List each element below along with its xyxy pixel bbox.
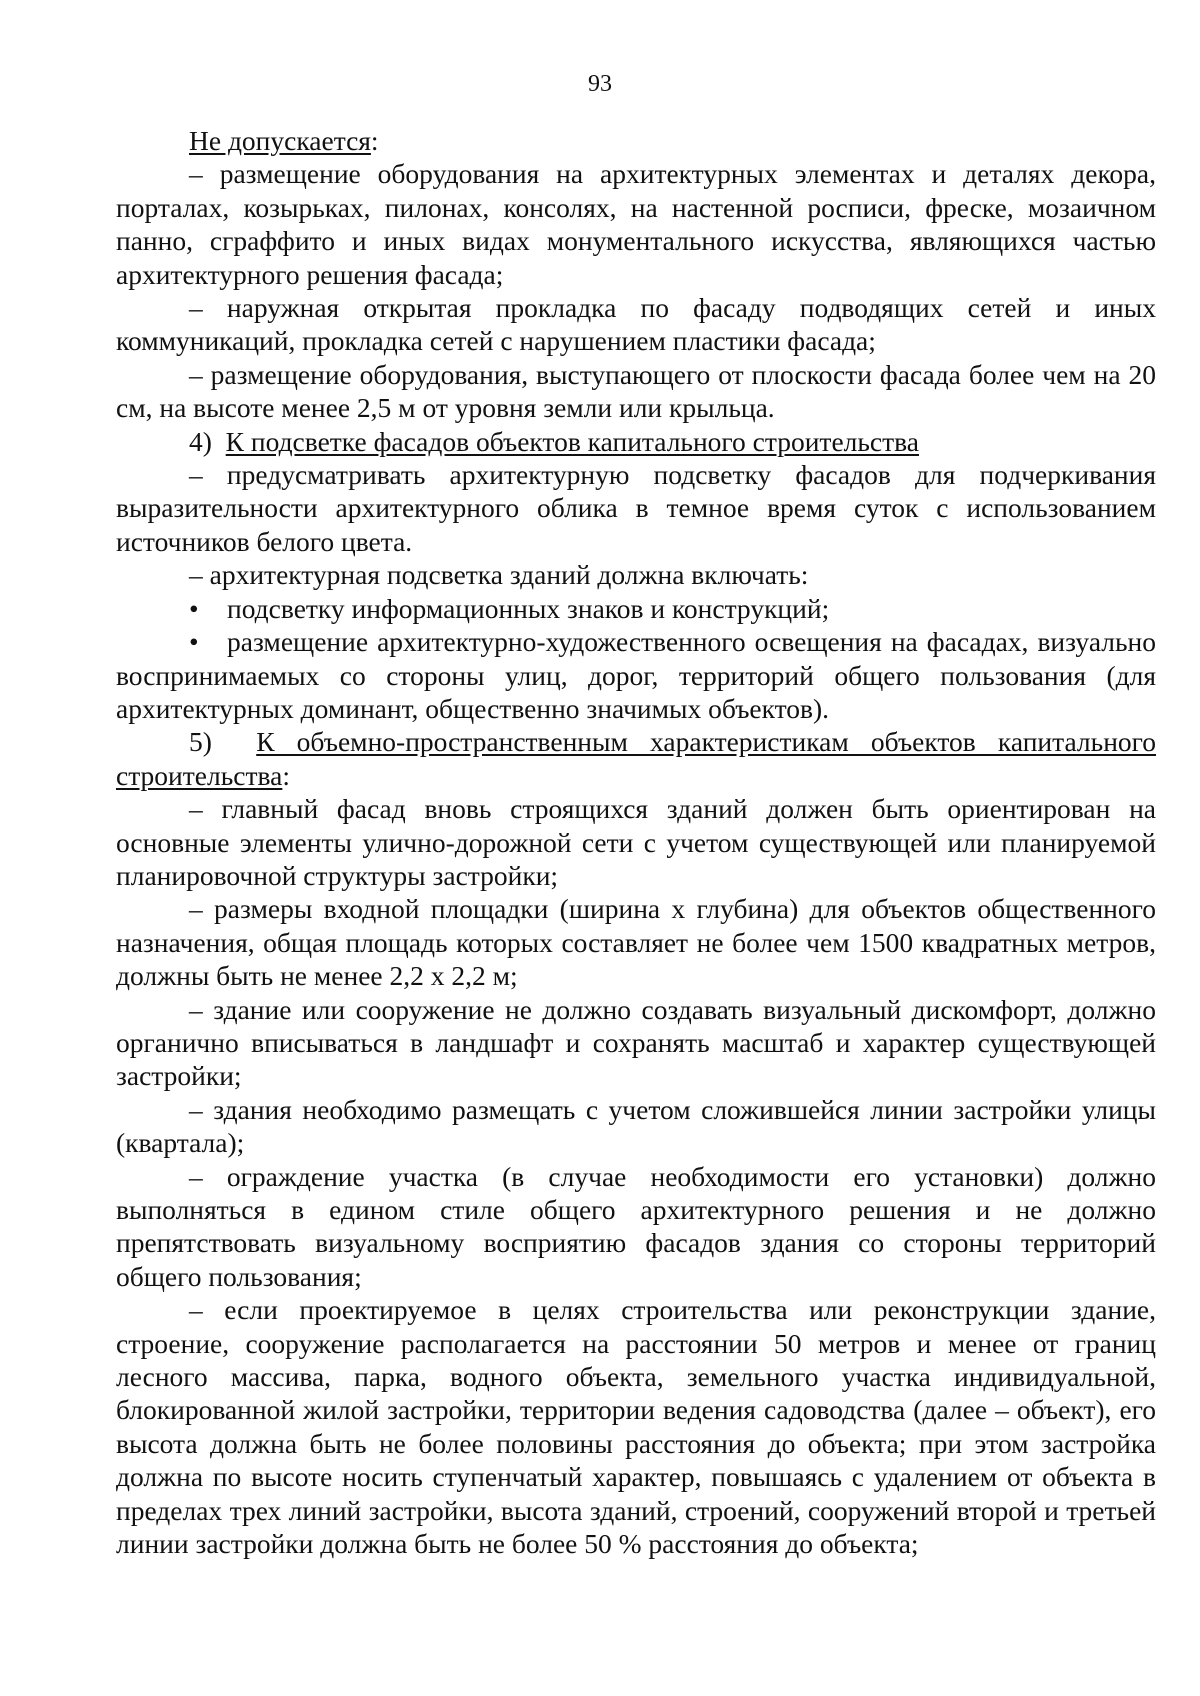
page-number: 93	[588, 71, 612, 97]
section-heading-5	[116, 725, 1156, 792]
bullet-text: подсветку информационных знаков и конструкций;	[227, 592, 830, 624]
paragraph: – размещение оборудования на архитектурных элементах и деталях декора, порталах, козырьках, пилонах, консолях, на настенной росписи, фреске, мозаичном панно, сграффито и иных видах монументального искусства, являющихся частью архитектурного решения фасада;	[116, 158, 1156, 290]
not-allowed-colon: :	[370, 125, 379, 156]
paragraph: – предусматривать архитектурную подсветку фасадов для подчеркивания выразительности архитектурного облика в темное время суток с использованием источников белого цвета.	[116, 459, 1156, 557]
paragraph: – ограждение участка (в случае необходимости его установки) должно выполняться в едином стиле общего архитектурного решения и не должно препятствовать визуальному восприятию фасадов здания со стороны территорий общего пользования;	[116, 1160, 1156, 1292]
section-heading-4	[116, 425, 1156, 458]
bullet-text: размещение архитектурно-художественного освещения на фасадах, визуально воспринимаемых со стороны улиц, дорог, территорий общего пользования (для архитектурных доминант, общественно значимых объектов).	[116, 626, 1156, 724]
not-allowed-label: Не допускается	[189, 125, 371, 156]
paragraph: – размещение оборудования, выступающего от плоскости фасада более чем на 20 см, на высоте менее 2,5 м от уровня земли или крыльца.	[116, 358, 1156, 424]
section-colon: :	[282, 759, 290, 791]
paragraph: – архитектурная подсветка зданий должна включать:	[189, 559, 809, 591]
paragraph: – если проектируемое в целях строительства или реконструкции здание, строение, сооружение располагается на расстоянии 50 метров и менее от границ лесного массива, парка, водного объекта, земельного участка индивидуальной, блокированной жилой застройки, территории ведения садоводства (далее – объект), его высота должна быть не более половины расстояния до объекта; при этом застройка должна по высоте носить ступенчатый характер, повышаясь с удалением от объекта в пределах трех линий застройки, высота зданий, строений, сооружений второй и третьей линии застройки должна быть не более 50 % расстояния до объекта;	[116, 1294, 1156, 1560]
bullet-icon: •	[189, 626, 199, 658]
bullet-item	[116, 625, 1156, 725]
paragraph: – здание или сооружение не должно создавать визуальный дискомфорт, должно органично вписываться в ландшафт и сохранять масштаб и характер существующей застройки;	[116, 993, 1156, 1092]
section-title: К объемно-пространственным характеристикам объектов капитального строительства	[116, 726, 1157, 791]
paragraph: – главный фасад вновь строящихся зданий должен быть ориентирован на основные элементы улично-дорожной сети с учетом существующей или планируемой планировочной структуры застройки;	[116, 793, 1156, 891]
bullet-item	[116, 592, 1156, 625]
section-title: К подсветке фасадов объектов капитального строительства	[225, 425, 919, 457]
not-allowed-heading	[116, 124, 1156, 157]
paragraph: – размеры входной площадки (ширина х глубина) для объектов общественного назначения, общая площадь которых составляет не более чем 1500 квадратных метров, должны быть не менее 2,2 х 2,2 м;	[116, 893, 1156, 992]
paragraph: – наружная открытая прокладка по фасаду подводящих сетей и иных коммуникаций, прокладка сетей с нарушением пластики фасада;	[116, 292, 1156, 357]
section-number: 5)	[189, 726, 212, 758]
paragraph: – здания необходимо размещать с учетом сложившейся линии застройки улицы (квартала);	[116, 1093, 1156, 1159]
section-number: 4)	[189, 425, 212, 457]
bullet-icon: •	[189, 592, 199, 624]
page-content	[116, 124, 1156, 1560]
